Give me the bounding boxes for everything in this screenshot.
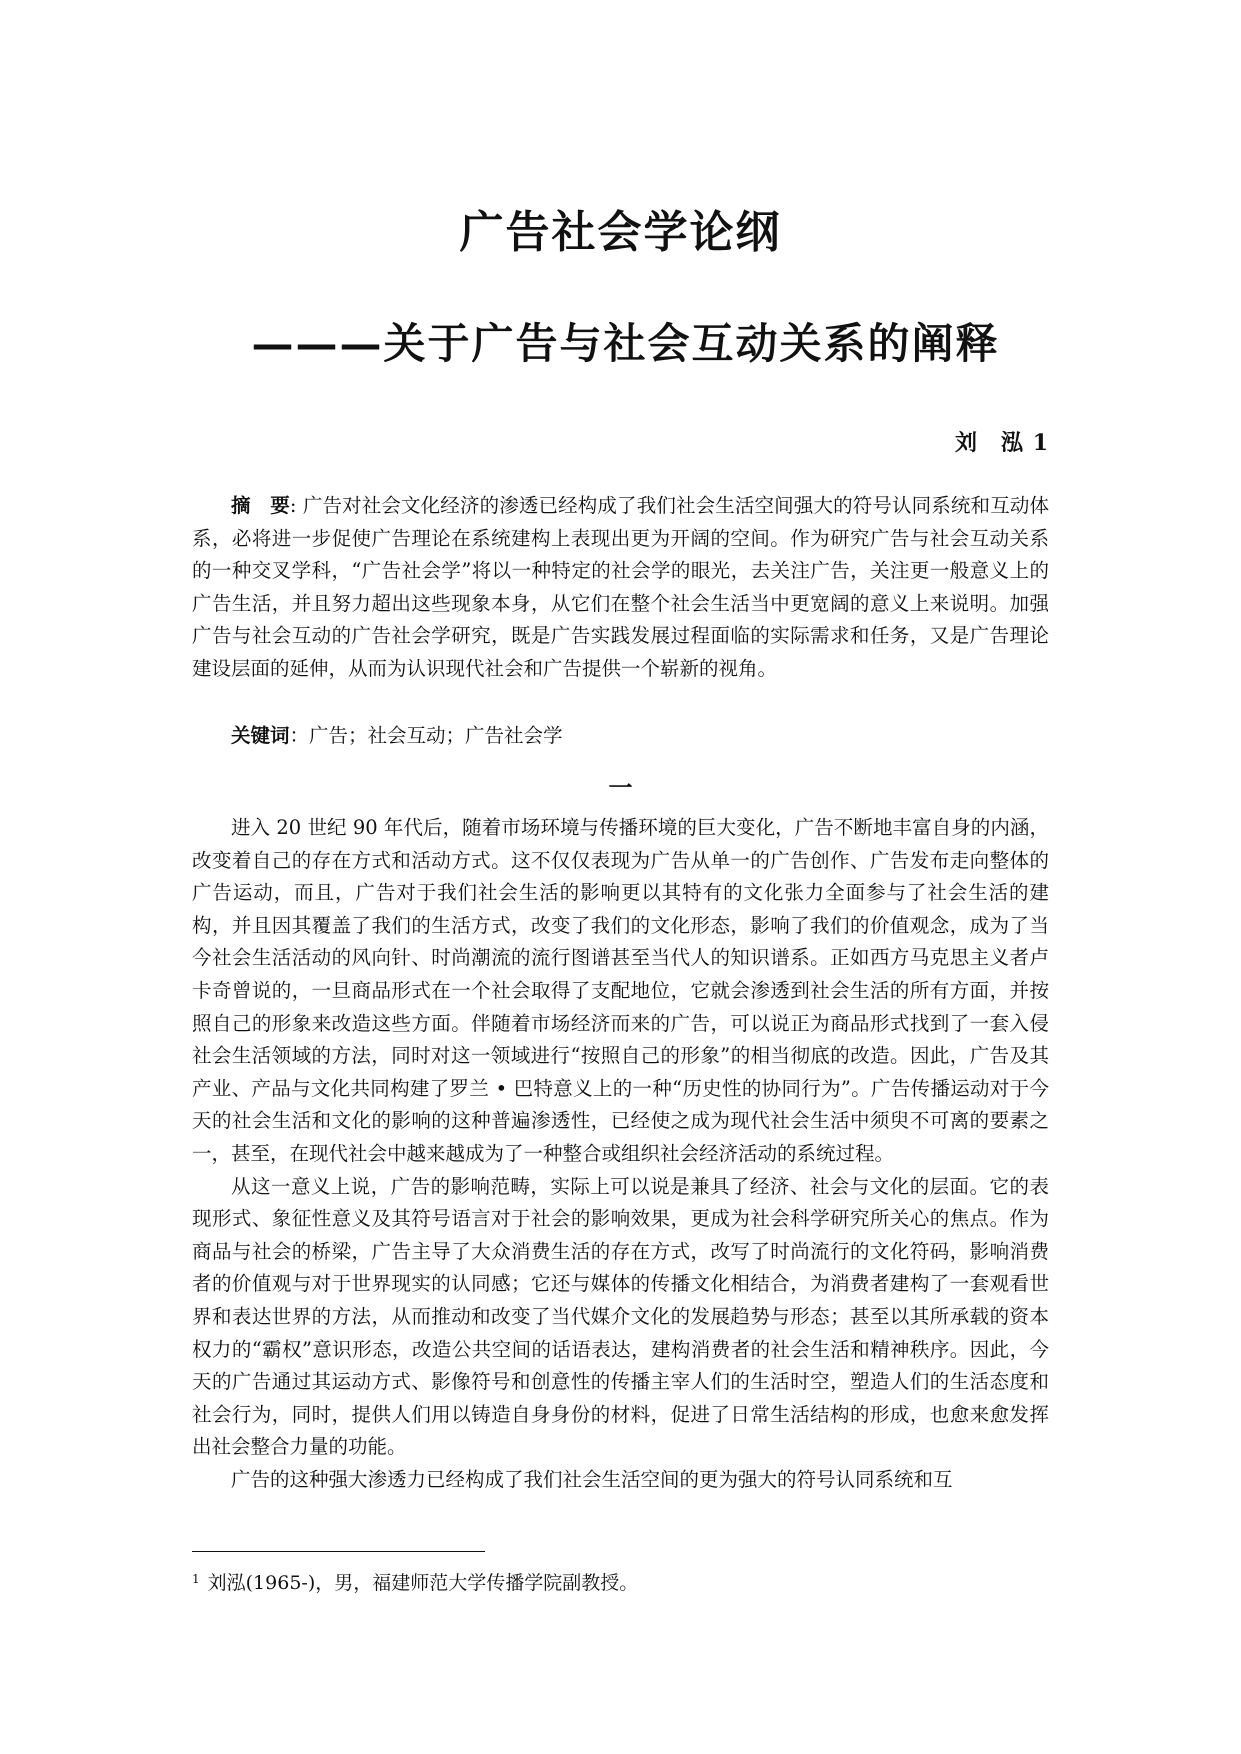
abstract-paragraph (192, 490, 1049, 686)
abstract-text: : 广告对社会文化经济的渗透已经构成了我们社会生活空间强大的符号认同系统和互动体系，必将进一步促使广告理论在系统建构上表现出更为开阔的空间。作为研究广告与社会互动关系的一种交叉学科，“广告社会学”将以一种特定的社会学的眼光，去关注广告，关注更一般意义上的广告生活，并且努力超出这些现象本身，从它们在整个社会生活当中更宽阔的意义上来说明。加强广告与社会互动的广告社会学研究，既是广告实践发展过程面临的实际需求和任务，又是广告理论建设层面的延伸，从而为认识现代社会和广告提供一个崭新的视角。 (192, 494, 1049, 680)
keywords-line (192, 720, 1049, 753)
keywords (192, 720, 1049, 753)
abstract (192, 490, 1049, 686)
page-subtitle: ———关于广告与社会互动关系的阐释 (251, 319, 1000, 368)
body-text (192, 812, 1049, 1496)
section-heading: 一 (608, 773, 633, 802)
keywords-text: ：广告；社会互动；广告社会学 (289, 724, 563, 747)
footnote-divider (192, 1551, 485, 1552)
author-name: 刘 泓 1 (955, 430, 1049, 456)
body-paragraph: 广告的这种强大渗透力已经构成了我们社会生活空间的更为强大的符号认同系统和互 (231, 1467, 953, 1491)
footnote-text: 刘泓(1965-)，男，福建师范大学传播学院副教授。 (207, 1572, 639, 1594)
body-paragraph: 进入 20 世纪 90 年代后，随着市场环境与传播环境的巨大变化，广告不断地丰富自身的内涵，改变着自己的存在方式和活动方式。这不仅仅表现为广告从单一的广告创作、广告发布走向整体的广告运动，而且，广告对于我们社会生活的影响更以其特有的文化张力全面参与了社会生活的建构，并且因其覆盖了我们的生活方式，改变了我们的文化形态，影响了我们的价值观念，成为了当今社会生活活动的风向针、时尚潮流的流行图谱甚至当代人的知识谱系。正如西方马克思主义者卢卡奇曾说的，一旦商品形式在一个社会取得了支配地位，它就会渗透到社会生活的所有方面，并按照自己的形象来改造这些方面。伴随着市场经济而来的广告，可以说正为商品形式找到了一套入侵社会生活领域的方法，同时对这一领域进行“按照自己的形象”的相当彻底的改造。因此，广告及其产业、产品与文化共同构建了罗兰 • 巴特意义上的一种“历史性的协同行为”。广告传播运动对于今天的社会生活和文化的影响的这种普遍渗透性，已经使之成为现代社会生活中须臾不可离的要素之一，甚至，在现代社会中越来越成为了一种整合或组织社会经济活动的系统过程。 (192, 816, 1049, 1165)
body-paragraph: 从这一意义上说，广告的影响范畴，实际上可以说是兼具了经济、社会与文化的层面。它的表现形式、象征性意义及其符号语言对于社会的影响效果，更成为社会科学研究所关心的焦点。作为商品与社会的桥梁，广告主导了大众消费生活的存在方式，改写了时尚流行的文化符码，影响消费者的价值观与对于世界现实的认同感；它还与媒体的传播文化相结合，为消费者建构了一套观看世界和表达世界的方法，从而推动和改变了当代媒介文化的发展趋势与形态；甚至以其所承载的资本权力的“霸权”意识形态，改造公共空间的话语表达，建构消费者的社会生活和精神秩序。因此，今天的广告通过其运动方式、影像符号和创意性的传播主宰人们的生活时空，塑造人们的生活态度和社会行为，同时，提供人们用以铸造自身身份的材料，促进了日常生活结构的形成，也愈来愈发挥出社会整合力量的功能。 (192, 1174, 1049, 1459)
footnote-marker: 1 (192, 1572, 200, 1586)
footnote (192, 1568, 638, 1595)
keywords-label: 关键词 (231, 724, 290, 747)
abstract-label: 摘 要 (231, 494, 290, 517)
page-title: 广告社会学论纲 (459, 207, 782, 258)
